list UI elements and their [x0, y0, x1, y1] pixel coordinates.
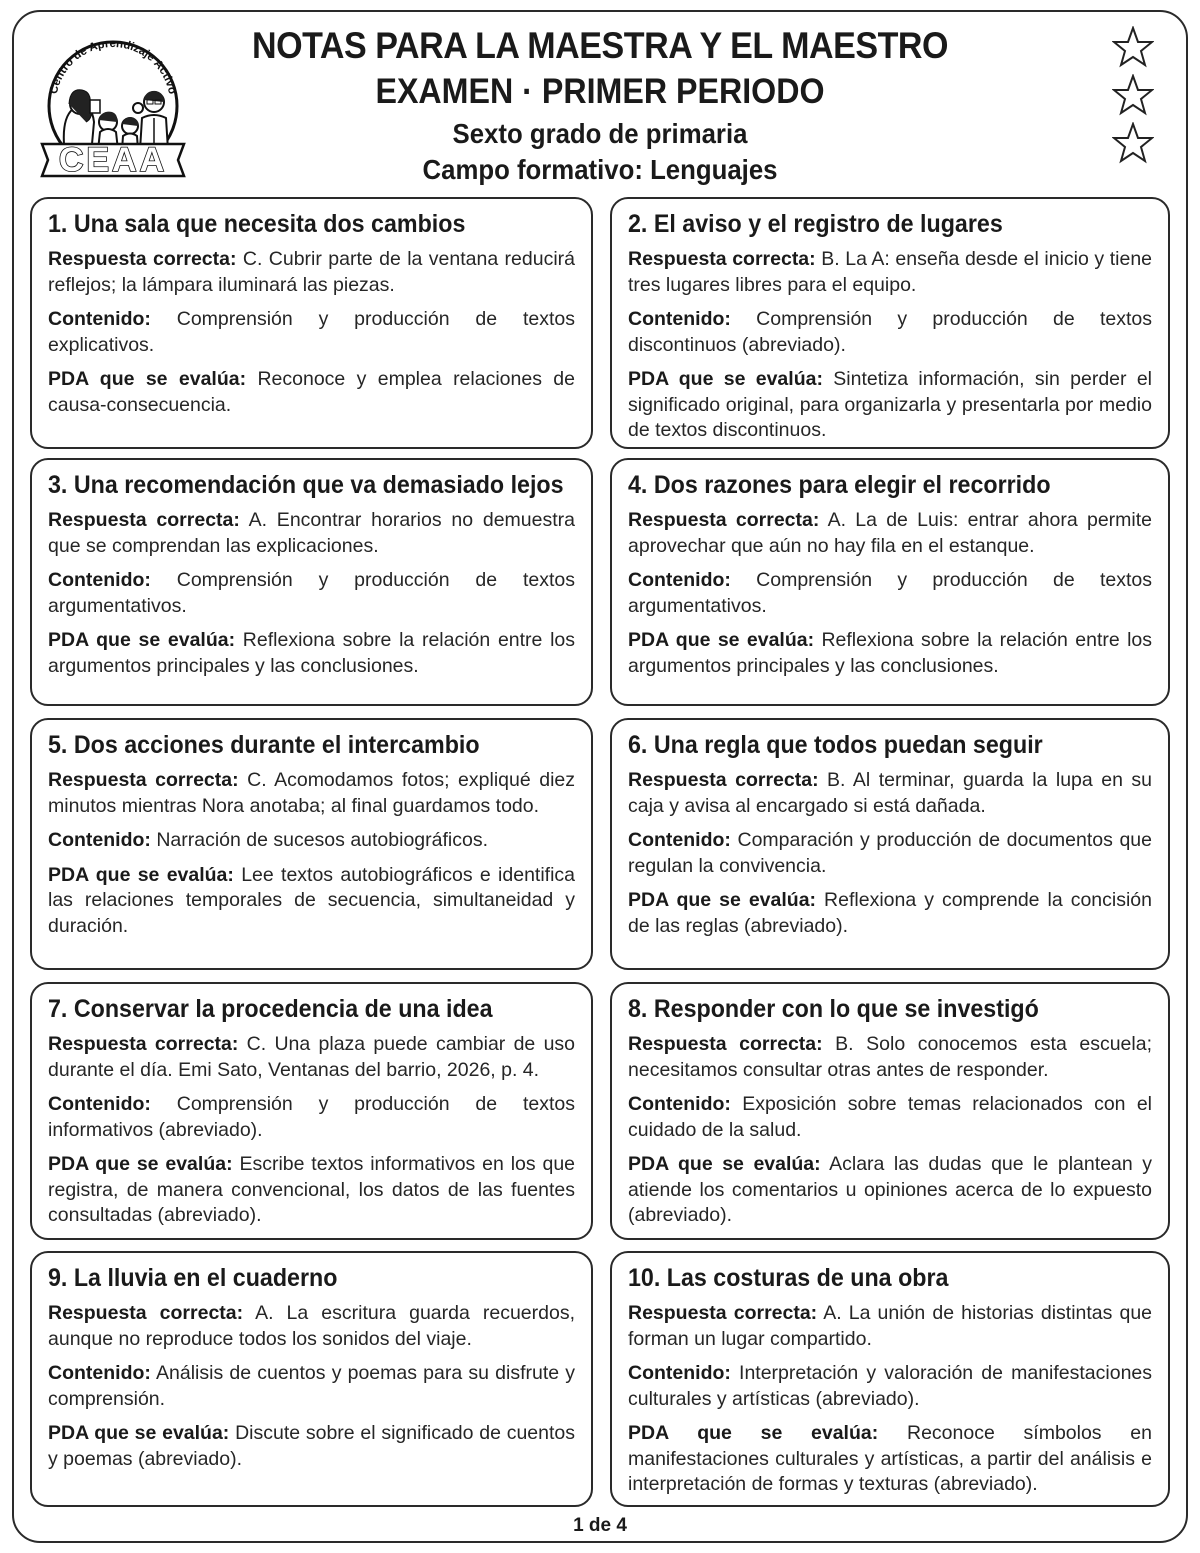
card-content	[628, 307, 1152, 358]
note-card	[610, 1251, 1170, 1507]
card-title: 5. Dos acciones durante el intercambio	[48, 731, 480, 759]
pda-label: PDA que se evalúa:	[48, 863, 234, 886]
card-content	[48, 828, 575, 854]
answer-text: A. La escritura guarda recuerdos, aunque no reproduce todos los sonidos del viaje.	[48, 1302, 575, 1350]
note-card	[30, 982, 593, 1240]
page-header	[200, 24, 1000, 188]
pda-text: Reflexiona sobre la relación entre los argumentos principales y las conclusiones.	[48, 629, 576, 677]
exam-title: EXAMEN · PRIMER PERIODO	[375, 72, 825, 111]
content-text: Comprensión y producción de textos argumentativos.	[628, 569, 1152, 617]
content-label: Contenido:	[48, 1093, 151, 1115]
answer-text: B. Al terminar, guarda la lupa en su caja y avisa al encargado si está dañada.	[628, 769, 1152, 817]
card-pda	[628, 367, 1152, 444]
pda-label: PDA que se evalúa:	[628, 1153, 821, 1175]
pda-label: PDA que se evalúa:	[48, 629, 236, 651]
pda-text: Escribe textos informativos en los que registra, de manera convencional, los datos de las fuentes consultadas (abreviado).	[48, 1153, 576, 1226]
card-content	[48, 568, 575, 619]
logo-arc-text: Centro de Aprendizaje Activo	[47, 37, 179, 96]
answer-label: Respuesta correcta:	[628, 769, 819, 791]
star-outline-icon	[1112, 26, 1154, 68]
note-card	[30, 1251, 593, 1507]
pda-label: PDA que se evalúa:	[48, 368, 247, 390]
card-content	[628, 1361, 1152, 1412]
field-subtitle: Campo formativo: Lenguajes	[422, 154, 778, 185]
content-text: Comprensión y producción de textos informativos (abreviado).	[48, 1093, 575, 1141]
content-label: Contenido:	[628, 829, 731, 851]
card-pda	[628, 1421, 1152, 1498]
card-answer	[628, 768, 1152, 819]
answer-label: Respuesta correcta:	[48, 1302, 244, 1324]
content-label: Contenido:	[628, 1093, 731, 1115]
page-title: NOTAS PARA LA MAESTRA Y EL MAESTRO	[251, 25, 949, 66]
pda-text: Reconoce símbolos en manifestaciones culturales y artísticas, a partir del análisis e interpretación de formas y texturas (abreviado).	[628, 1422, 1152, 1495]
pda-text: Reflexiona y comprende la concisión de las reglas (abreviado).	[628, 889, 1152, 937]
answer-text: A. Encontrar horarios no demuestra que se comprendan las explicaciones.	[48, 509, 575, 557]
pda-label: PDA que se evalúa:	[48, 1153, 233, 1175]
card-answer	[628, 1032, 1152, 1083]
note-card	[30, 718, 593, 970]
star-outline-icon	[1112, 122, 1154, 164]
logo-name: CEAA	[58, 141, 168, 179]
content-text: Narración de sucesos autobiográficos.	[156, 829, 488, 851]
card-answer	[48, 247, 575, 298]
answer-label: Respuesta correcta:	[628, 1302, 818, 1324]
pda-text: Lee textos autobiográficos e identifica las relaciones temporales de secuencia, simultaneidad y duración.	[48, 863, 576, 937]
content-text: Comprensión y producción de textos discontinuos (abreviado).	[628, 308, 1152, 356]
card-content	[48, 1361, 575, 1412]
card-title: 10. Las costuras de una obra	[628, 1264, 949, 1292]
pda-text: Reconoce y emplea relaciones de causa-consecuencia.	[48, 368, 575, 416]
star-outline-icon	[1112, 74, 1154, 116]
answer-text: B. La A: enseña desde el inicio y tiene tres lugares libres para el equipo.	[628, 248, 1153, 296]
card-title: 4. Dos razones para elegir el recorrido	[628, 471, 1051, 499]
card-answer	[628, 508, 1152, 559]
card-content	[628, 568, 1152, 619]
card-title: 9. La lluvia en el cuaderno	[48, 1264, 338, 1292]
content-text: Exposición sobre temas relacionados con el cuidado de la salud.	[628, 1093, 1152, 1141]
note-card	[610, 458, 1170, 706]
card-pda	[628, 628, 1152, 679]
card-answer	[628, 247, 1152, 298]
rating-stars	[1112, 26, 1160, 170]
answer-label: Respuesta correcta:	[628, 248, 816, 270]
card-answer	[628, 1301, 1152, 1352]
content-label: Contenido:	[628, 569, 731, 591]
card-answer	[48, 768, 575, 819]
pda-label: PDA que se evalúa:	[48, 1422, 230, 1444]
ceaa-logo	[34, 26, 192, 178]
card-content	[628, 1092, 1152, 1143]
card-title: 2. El aviso y el registro de lugares	[628, 210, 1003, 238]
page-number: 1 de 4	[573, 1515, 627, 1536]
content-text: Comprensión y producción de textos explicativos.	[48, 308, 575, 356]
note-card	[30, 197, 593, 449]
card-answer	[48, 1301, 575, 1352]
card-pda	[48, 863, 575, 940]
answer-text: B. Solo conocemos esta escuela; necesitamos consultar otras antes de responder.	[628, 1033, 1152, 1081]
content-label: Contenido:	[48, 829, 151, 851]
note-card	[30, 458, 593, 706]
answer-label: Respuesta correcta:	[628, 509, 820, 531]
card-pda	[48, 1152, 575, 1229]
content-text: Interpretación y valoración de manifestaciones culturales y artísticas (abreviado).	[628, 1362, 1153, 1410]
card-pda	[48, 1421, 575, 1472]
content-label: Contenido:	[628, 1362, 731, 1384]
card-pda	[628, 888, 1152, 939]
answer-text: C. Cubrir parte de la ventana reducirá reflejos; la lámpara iluminará las piezas.	[48, 248, 576, 296]
card-title: 8. Responder con lo que se investigó	[628, 995, 1039, 1023]
pda-text: Aclara las dudas que le plantean y atiende los comentarios u opiniones acerca de lo expuesto (abreviado).	[628, 1153, 1152, 1226]
pda-label: PDA que se evalúa:	[628, 889, 817, 911]
pda-text: Reflexiona sobre la relación entre los argumentos principales y las conclusiones.	[628, 629, 1152, 677]
card-content	[48, 307, 575, 358]
answer-label: Respuesta correcta:	[48, 509, 240, 531]
content-text: Comprensión y producción de textos argumentativos.	[48, 569, 575, 617]
answer-text: A. La unión de historias distintas que forman un lugar compartido.	[628, 1302, 1153, 1350]
card-title: 1. Una sala que necesita dos cambios	[48, 210, 466, 238]
pda-text: Discute sobre el significado de cuentos y poemas (abreviado).	[48, 1422, 575, 1470]
content-text: Análisis de cuentos y poemas para su disfrute y comprensión.	[48, 1362, 576, 1410]
card-title: 7. Conservar la procedencia de una idea	[48, 995, 493, 1023]
note-card	[610, 718, 1170, 970]
pda-text: Sintetiza información, sin perder el significado original, para organizarla y presentarla por medio de textos discontinuos.	[628, 368, 1152, 441]
card-title: 6. Una regla que todos puedan seguir	[628, 731, 1043, 759]
content-label: Contenido:	[628, 308, 731, 330]
note-card	[610, 982, 1170, 1240]
pda-label: PDA que se evalúa:	[628, 629, 815, 651]
card-pda	[48, 367, 575, 418]
card-answer	[48, 508, 575, 559]
content-label: Contenido:	[48, 308, 151, 330]
content-text: Comparación y producción de documentos que regulan la convivencia.	[628, 829, 1152, 877]
answer-text: C. Acomodamos fotos; expliqué diez minutos mientras Nora anotaba; al final guardamos todo.	[48, 769, 575, 817]
grade-subtitle: Sexto grado de primaria	[452, 118, 748, 149]
content-label: Contenido:	[48, 1362, 151, 1384]
card-answer	[48, 1032, 575, 1083]
answer-label: Respuesta correcta:	[48, 1033, 239, 1055]
card-title: 3. Una recomendación que va demasiado lejos	[48, 471, 564, 499]
pda-label: PDA que se evalúa:	[628, 368, 823, 390]
answer-label: Respuesta correcta:	[48, 769, 239, 791]
answer-label: Respuesta correcta:	[628, 1033, 823, 1055]
note-card	[610, 197, 1170, 449]
answer-text: A. La de Luis: entrar ahora permite aprovechar que aún no hay fila en el estanque.	[628, 509, 1153, 557]
answer-label: Respuesta correcta:	[48, 248, 237, 270]
answer-text: C. Una plaza puede cambiar de uso durante el día. Emi Sato, Ventanas del barrio, 2026, p. 4.	[48, 1033, 576, 1081]
card-content	[628, 828, 1152, 879]
pda-label: PDA que se evalúa:	[628, 1422, 879, 1444]
content-label: Contenido:	[48, 569, 151, 591]
card-content	[48, 1092, 575, 1143]
card-pda	[628, 1152, 1152, 1229]
card-pda	[48, 628, 575, 679]
